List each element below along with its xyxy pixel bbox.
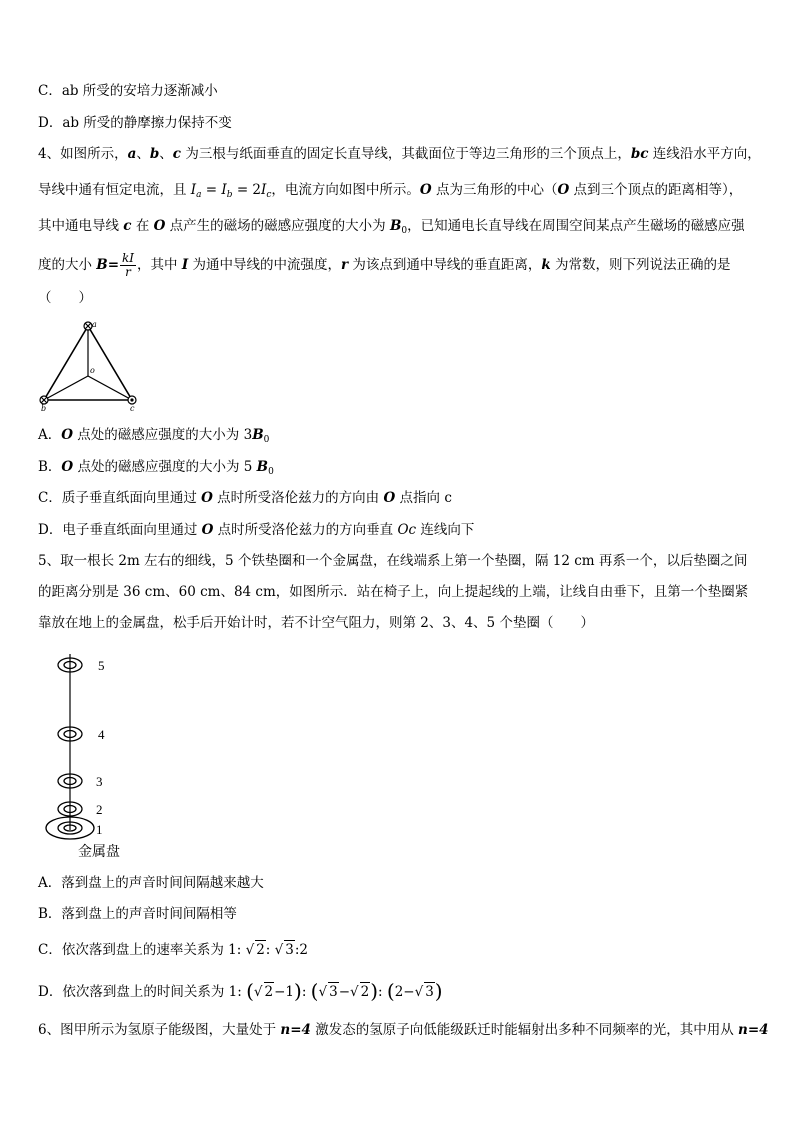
- center-connectors: [44, 326, 132, 400]
- q4-stem-line-4: 度的大小 B= $\frac{kI}{r}$ ，其中 I 为通中导线的中流强度，r 为该点到通中导线的垂直距离，k 为常数，则下列说法正确的是: [38, 251, 731, 279]
- q4-option-c: C．质子垂直纸面向里通过 O 点时所受洛伦兹力的方向由 O 点指向 c: [38, 490, 452, 506]
- q4-answer-paren: （ ）: [38, 290, 92, 306]
- q4-stem-line-3: 其中通电导线 c 在 O 点产生的磁场的磁感应强度的大小为 $B_0$，已知通电长直导线在周围空间某点产生磁场的磁感应强: [38, 218, 745, 236]
- label-2: 2: [96, 802, 103, 817]
- label-c: c: [130, 404, 135, 413]
- label-a: a: [92, 320, 97, 329]
- q5-option-b: B．落到盘上的声音时间间隔相等: [38, 906, 237, 922]
- q5-option-d: D．依次落到盘上的时间关系为 1: (√ 2−1): (√ 3−√ 2): (2−√ 3): [38, 979, 443, 1003]
- label-3: 3: [96, 774, 103, 789]
- label-o: o: [90, 366, 95, 375]
- wire-a-into-page: [84, 322, 92, 330]
- wire-b-into-page: [40, 396, 48, 404]
- label-1: 1: [96, 822, 103, 837]
- q5-stem-line-1: 5、取一根长 2m 左右的细线，5 个铁垫圈和一个金属盘，在线端系上第一个垫圈，隔 12 cm 再系一个，以后垫圈之间: [38, 553, 748, 569]
- washers-string-figure: [38, 648, 148, 863]
- speed-ratio: 1: √ 2: √ 3:2: [228, 942, 309, 958]
- q4-option-a: A．O 点处的磁感应强度的大小为 $3B_0$: [38, 427, 270, 445]
- triangle-wires-figure: [34, 318, 144, 414]
- label-b: b: [41, 404, 47, 413]
- q3-option-d: D．ab 所受的静摩擦力保持不变: [38, 115, 232, 131]
- q6-stem-line-1: 6、图甲所示为氢原子能级图，大量处于 n=4 激发态的氢原子向低能级跃迁时能辐射出多种不同频率的光，其中用从 n=4: [38, 1022, 769, 1038]
- q5-stem-line-2: 的距离分别是 36 cm、60 cm、84 cm，如图所示．站在椅子上，向上提起线的上端，让线自由垂下，且第一个垫圈紧: [38, 584, 749, 600]
- label-5: 5: [98, 658, 105, 673]
- wire-c-out-of-page: [128, 396, 136, 404]
- q5-option-a: A．落到盘上的声音时间间隔越来越大: [38, 875, 264, 891]
- q5-option-c: C．依次落到盘上的速率关系为 1: √ 2: √ 3:2: [38, 942, 309, 958]
- q4-option-d: D．电子垂直纸面向里通过 O 点时所受洛伦兹力的方向垂直 Oc 连线向下: [38, 522, 475, 538]
- q4-stem-line-1: 4、如图所示，a、b、c 为三根与纸面垂直的固定长直导线，其截面位于等边三角形的三个顶点上，bc 连线沿水平方向，: [38, 146, 761, 162]
- q5-stem-line-3: 靠放在地上的金属盘，松手后开始计时，若不计空气阻力，则第 2、3、4、5 个垫圈（ ）: [38, 615, 594, 631]
- formula-fraction: $\frac{kI}{r}$: [122, 251, 135, 279]
- label-4: 4: [98, 727, 105, 742]
- current-equation: $I_a = I_b = 2I_c$: [190, 182, 272, 200]
- plate-caption: 金属盘: [78, 843, 120, 859]
- q4-option-b: B．O 点处的磁感应强度的大小为 5 $B_0$: [38, 459, 274, 477]
- q3-option-c: C．ab 所受的安培力逐渐减小: [38, 83, 218, 99]
- time-ratio: 1: (√ 2−1): (√ 3−√ 2): (2−√ 3): [228, 979, 443, 1003]
- q4-stem-line-2: 导线中通有恒定电流，且 $I_a = I_b = 2I_c$，电流方向如图中所示。O 点为三角形的中心（O 点到三个顶点的距离相等），: [38, 182, 743, 200]
